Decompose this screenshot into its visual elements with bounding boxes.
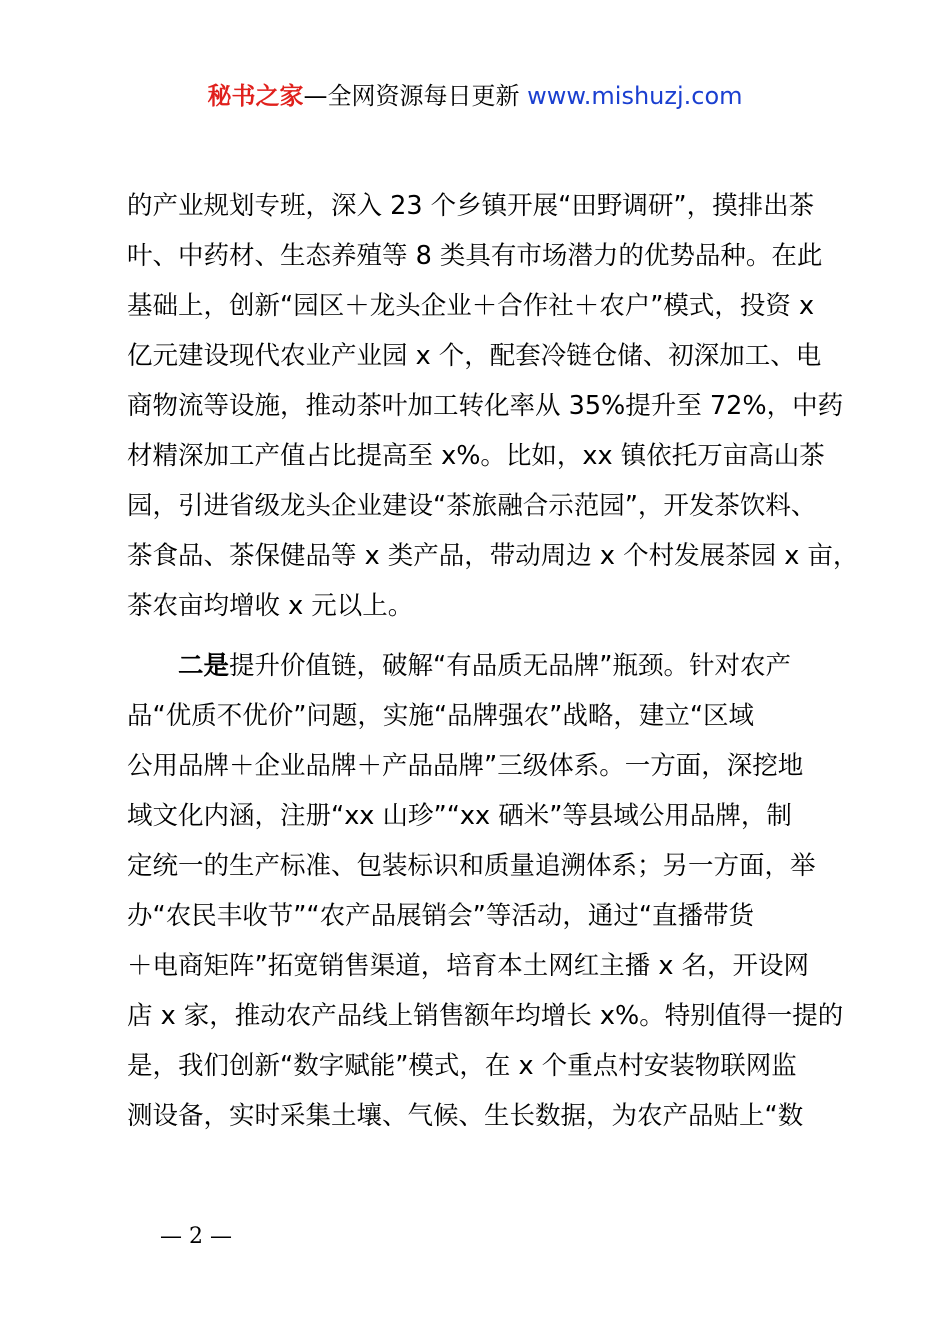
banner-tagline: —全网资源每日更新 — [303, 82, 528, 110]
text-line: 亿元建设现代农业产业园 x 个，配套冷链仓储、初深加工、电 — [127, 341, 822, 371]
text-line: 域文化内涵，注册“xx 山珍”“xx 硒米”等县域公用品牌，制 — [127, 801, 792, 831]
text-line: 商物流等设施，推动茶叶加工转化率从 35%提升至 72%，中药 — [127, 391, 844, 421]
text-line: 公用品牌＋企业品牌＋产品品牌”三级体系。一方面，深挖地 — [127, 751, 804, 781]
text-line: 的产业规划专班，深入 23 个乡镇开展“田野调研”，摸排出茶 — [127, 191, 815, 221]
text-line: 测设备，实时采集土壤、气候、生长数据，为农产品贴上“数 — [127, 1101, 804, 1131]
text-line: 品“优质不优价”问题，实施“品牌强农”战略，建立“区域 — [127, 701, 755, 731]
text-line: 定统一的生产标准、包装标识和质量追溯体系；另一方面，举 — [127, 851, 816, 881]
text-line: 基础上，创新“园区＋龙头企业＋合作社＋农户”模式，投资 x — [127, 291, 815, 321]
text-line: 茶食品、茶保健品等 x 类产品，带动周边 x 个村发展茶园 x 亩， — [127, 541, 859, 571]
text-line: 是，我们创新“数字赋能”模式，在 x 个重点村安装物联网监 — [127, 1051, 797, 1081]
paragraph-lead: 二是 — [178, 651, 230, 681]
paragraph-1 — [127, 181, 867, 631]
document-body — [127, 181, 867, 1141]
text-line: 材精深加工产值占比提高至 x%。比如，xx 镇依托万亩高山茶 — [127, 441, 825, 471]
text-line: ＋电商矩阵”拓宽销售渠道，培育本土网红主播 x 名，开设网 — [127, 951, 810, 981]
paragraph-gap — [127, 631, 867, 641]
text-line: 办“农民丰收节”“农产品展销会”等活动，通过“直播带货 — [127, 901, 755, 931]
page-number: — 2 — — [160, 1224, 232, 1249]
paragraph-2 — [127, 641, 867, 1141]
paragraph-first-line — [127, 641, 867, 691]
site-banner — [0, 80, 950, 112]
text-line: 店 x 家，推动农产品线上销售额年均增长 x%。特别值得一提的 — [127, 1001, 844, 1031]
brand-name: 秘书之家 — [207, 82, 304, 110]
text-run: 提升价值链，破解“有品质无品牌”瓶颈。针对农产 — [229, 651, 791, 681]
text-line: 园，引进省级龙头企业建设“茶旅融合示范园”，开发茶饮料、 — [127, 491, 817, 521]
text-line: 茶农亩均增收 x 元以上。 — [127, 591, 414, 621]
site-url-link[interactable]: www.mishuzj.com — [527, 82, 743, 110]
text-line: 叶、中药材、生态养殖等 8 类具有市场潜力的优势品种。在此 — [127, 241, 823, 271]
